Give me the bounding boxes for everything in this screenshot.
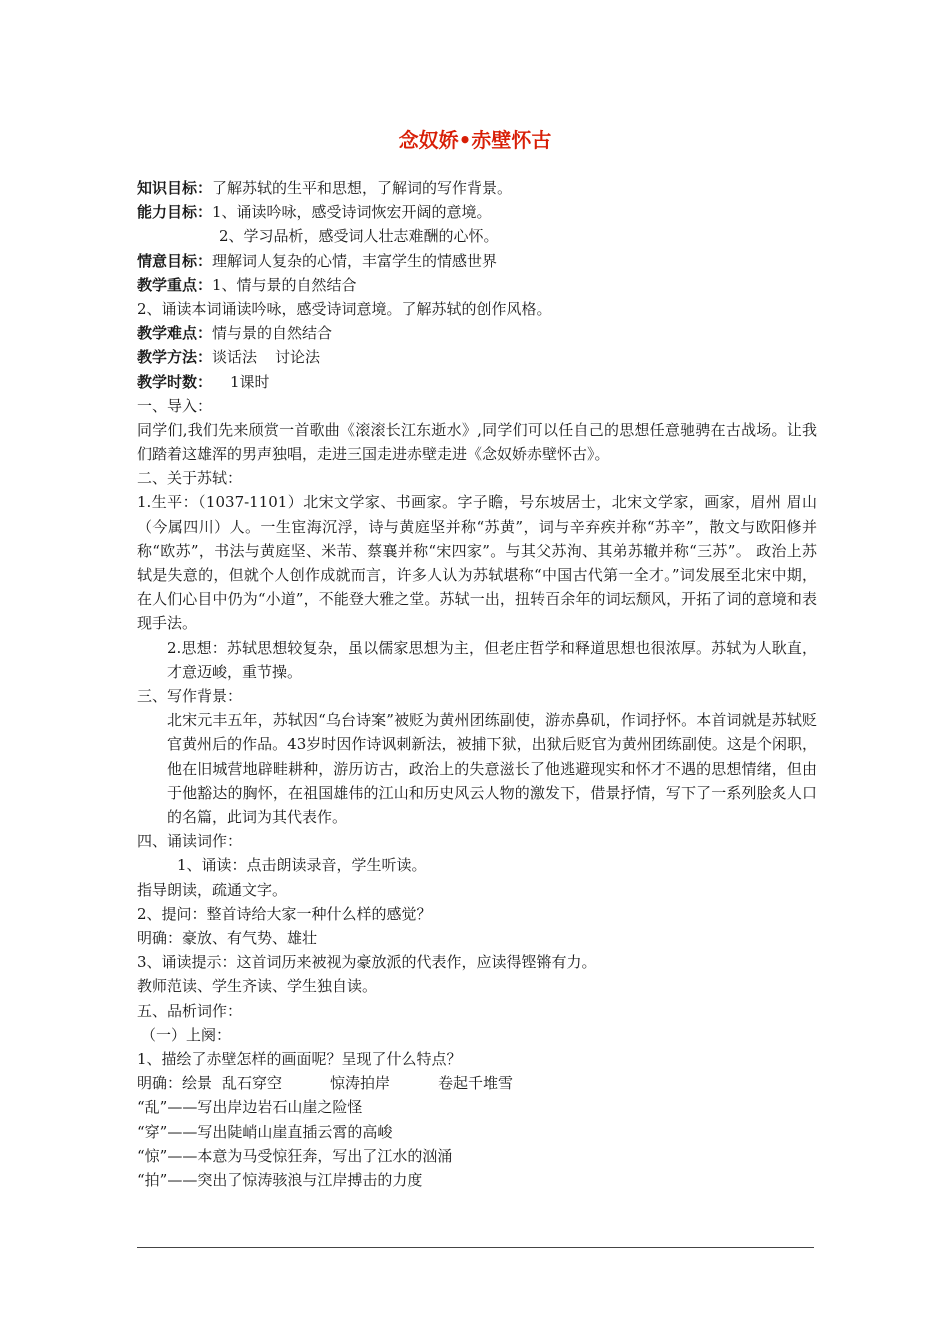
section-heading-recitation: 四、诵读词作： (137, 832, 243, 851)
ability-label: 能力目标： (137, 203, 213, 222)
analysis-question-1: 1、描绘了赤壁怎样的画面呢？呈现了什么特点？ (137, 1049, 462, 1068)
background-paragraph: 北宋元丰五年，苏轼因“乌台诗案”被贬为黄州团练副使，游赤鼻矶，作词抒怀。本首词就是苏轼贬官黄州后的作品。43岁时因作诗讽刺新法，被捕下狱，出狱后贬官为黄州团练副使。这是个闲职，他在旧城营地辟畦耕种，游历访古，政治上的失意滋长了他逃避现实和怀才不遇的思想情绪，但由于他豁达的胸怀，在祖国雄伟的江山和历史风云人物的激发下，借景抒情，写下了一系列脍炙人口的名篇，此词为其代表作。 (167, 711, 817, 827)
focus-item-2: 2、诵读本词诵读吟咏，感受诗词意境。了解苏轼的创作风格。 (137, 299, 552, 318)
teaching-method (137, 345, 817, 369)
document-body (137, 176, 817, 1192)
recitation-line-1: 1、诵读：点击朗读录音，学生听读。 (177, 856, 427, 875)
answer-prefix: 明确：绘景 (137, 1074, 213, 1093)
word-analysis-3: “惊”——本意为马受惊狂奔，写出了江水的汹涌 (137, 1146, 453, 1165)
hours-text: 1课时 (230, 372, 270, 391)
recitation-line-6: 教师范读、学生齐读、学生独自读。 (137, 977, 378, 996)
biography-paragraph: 1.生平：（1037-1101）北宋文学家、书画家。字子瞻，号东坡居士，北宋文学家，画家，眉州 眉山（今属四川）人。一生宦海沉浮，诗与黄庭坚并称“苏黄”，词与辛弃疾并称“苏辛”，散文与欧阳修并称“欧苏”，书法与黄庭坚、米芾、蔡襄并称“宋四家”。与其父苏洵、其弟苏辙并称“三苏”。 政治上苏轼是失意的，但就个人创作成就而言，许多人认为苏轼堪称“中国古代第一全才。”词发展至北宋中期，在人们心目中仍为“小道”，不能登大雅之堂。苏轼一出，扭转百余年的词坛颓风，开拓了词的意境和表现手法。 (137, 493, 817, 633)
document-title: 念奴娇•赤壁怀古 (398, 128, 552, 152)
recitation-line-3: 2、提问：整首诗给大家一种什么样的感觉？ (137, 904, 432, 923)
ability-objective (137, 200, 817, 224)
knowledge-label: 知识目标： (137, 179, 213, 197)
emotion-text: 理解词人复杂的心情，丰富学生的情感世界 (212, 251, 498, 270)
section-heading-intro: 一、导入： (137, 396, 213, 415)
focus-item-1: 1、情与景的自然结合 (212, 275, 357, 294)
section-heading-background: 三、写作背景： (137, 687, 243, 706)
knowledge-objective (137, 176, 817, 200)
emotion-label: 情意目标： (137, 251, 213, 270)
word-analysis-2: “穿”——写出陡峭山崖直插云霄的高峻 (137, 1122, 393, 1141)
section-heading-about-su-shi: 二、关于苏轼： (137, 469, 243, 488)
method-item-1: 谈话法 (212, 348, 258, 367)
answer-item-1: 乱石穿空 (222, 1074, 283, 1093)
difficulty-text: 情与景的自然结合 (212, 324, 333, 343)
analysis-subheading: （一）上阕： (141, 1025, 232, 1044)
emotion-objective (137, 249, 817, 273)
teaching-focus (137, 273, 817, 297)
difficulty-label: 教学难点： (137, 324, 213, 343)
recitation-line-5: 3、诵读提示：这首词历来被视为豪放派的代表作，应读得铿锵有力。 (137, 953, 597, 972)
knowledge-text: 了解苏轼的生平和思想，了解词的写作背景。 (212, 179, 513, 197)
answer-item-3: 卷起千堆雪 (438, 1074, 514, 1093)
recitation-line-2: 指导朗读，疏通文字。 (137, 880, 288, 899)
teaching-hours (137, 370, 817, 394)
footer-divider (137, 1247, 814, 1248)
teaching-difficulty (137, 321, 817, 345)
recitation-line-4: 明确：豪放、有气势、雄壮 (137, 929, 318, 948)
analysis-answer (137, 1071, 817, 1095)
method-item-2: 讨论法 (275, 348, 321, 367)
thought-paragraph: 2.思想：苏轼思想较复杂，虽以儒家思想为主，但老庄哲学和释道思想也很浓厚。苏轼为人耿直，才意迈峻，重节操。 (167, 638, 817, 681)
section-heading-analysis: 五、品析词作： (137, 1001, 243, 1020)
method-label: 教学方法： (137, 348, 213, 367)
word-analysis-1: “乱”——写出岸边岩石山崖之险怪 (137, 1098, 363, 1117)
answer-item-2: 惊涛拍岸 (330, 1074, 391, 1093)
hours-label: 教学时数： (137, 372, 213, 391)
intro-paragraph: 同学们,我们先来颀赏一首歌曲《滚滚长江东逝水》,同学们可以任自己的思想任意驰骋在古战场。让我们踏着这雄浑的男声独唱，走进三国走进赤壁走进《念奴娇赤壁怀古》。 (137, 420, 817, 464)
word-analysis-4: “拍”——突出了惊涛骇浪与江岸搏击的力度 (137, 1170, 423, 1189)
ability-item-1: 1、诵读吟咏，感受诗词恢宏开阔的意境。 (212, 203, 492, 222)
ability-item-2: 2、学习品析，感受词人壮志难酬的心怀。 (219, 227, 499, 246)
focus-label: 教学重点： (137, 275, 213, 294)
